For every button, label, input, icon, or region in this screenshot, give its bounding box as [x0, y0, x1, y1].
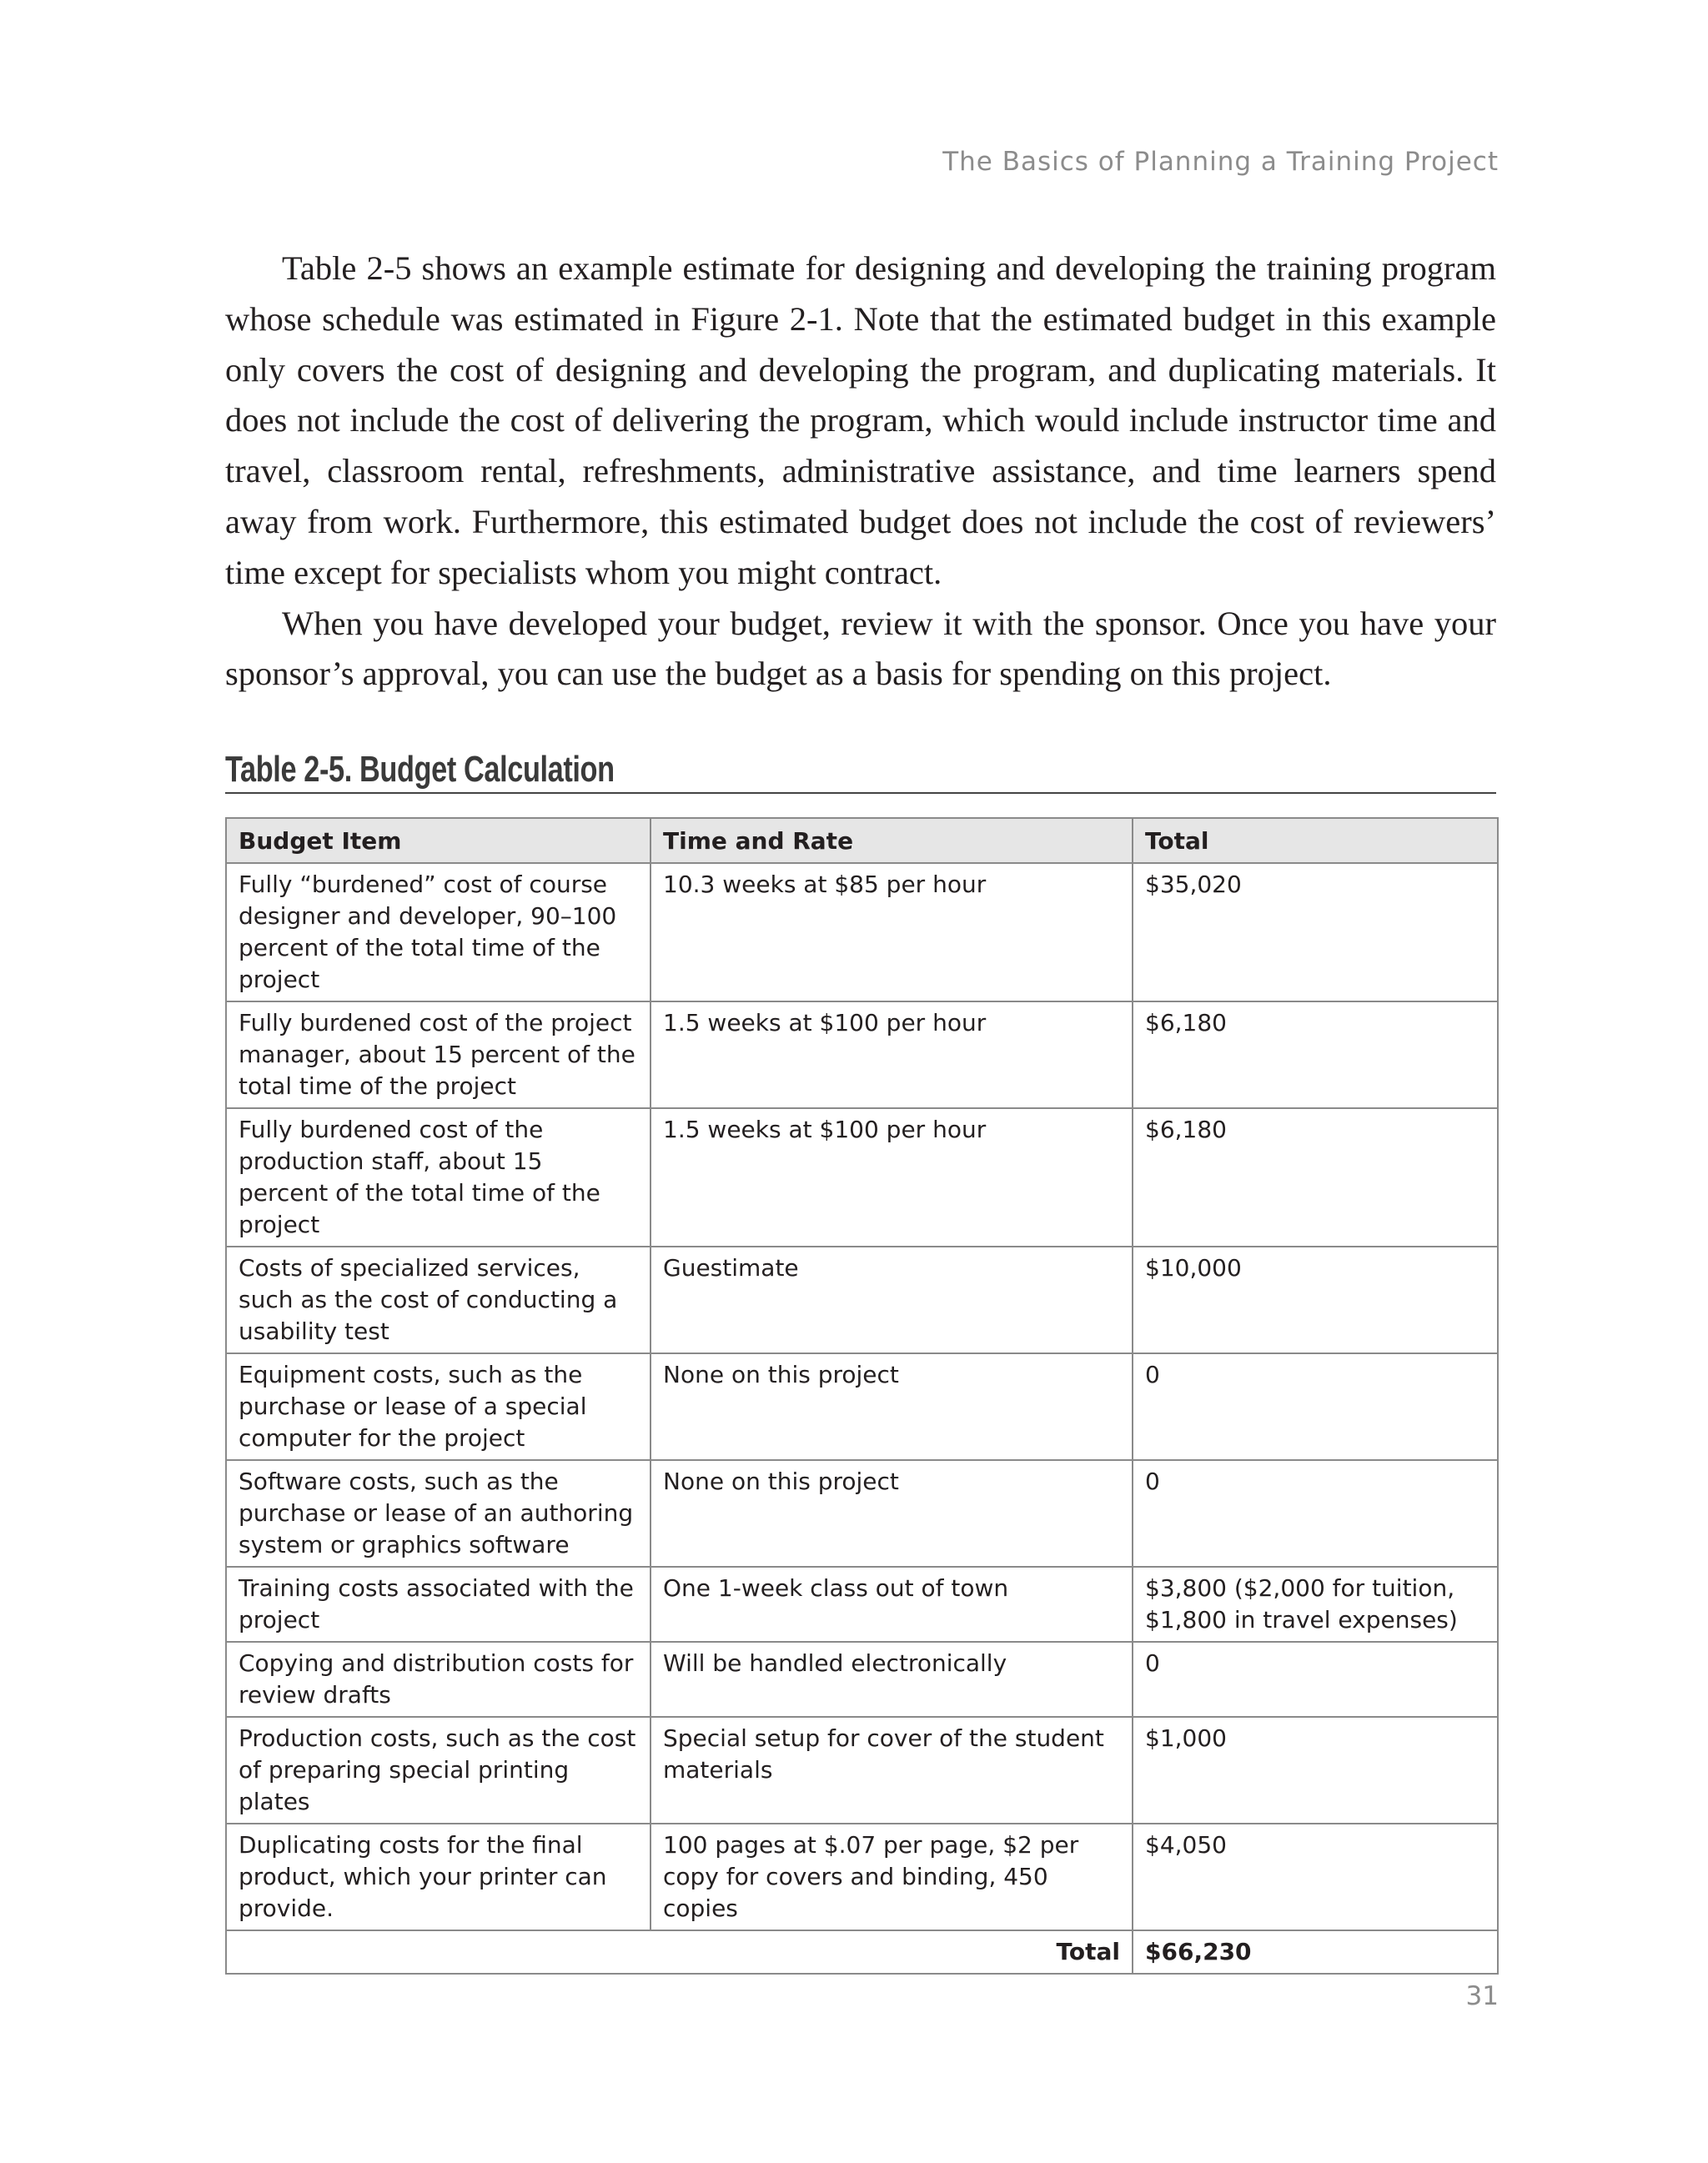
table-total-row: [226, 1930, 1498, 1974]
cell-total: $3,800 ($2,000 for tuition, $1,800 in travel expenses): [1133, 1567, 1498, 1642]
cell-time-and-rate: 1.5 weeks at $100 per hour: [651, 1108, 1133, 1247]
cell-total: $6,180: [1133, 1001, 1498, 1108]
total-value: $66,230: [1133, 1930, 1498, 1974]
header-total: Total: [1133, 818, 1498, 863]
cell-budget-item: Training costs associated with the project: [226, 1567, 651, 1642]
cell-total: 0: [1133, 1642, 1498, 1717]
paragraph-1: Table 2-5 shows an example estimate for designing and developing the training program whose schedule was estimated in Figure 2-1. Note that the estimated budget in this example only covers the cost of designing and developing the program, and duplicating materials. It does not include the cost of delivering the program, which would include instructor time and travel, classroom rental, refreshments, administrative assistance, and time learners spend away from work. Furthermore, this estimated budget does not include the cost of reviewers’ time except for specialists whom you might contract.: [225, 249, 1496, 591]
table-row: [226, 1353, 1498, 1460]
cell-time-and-rate: Special setup for cover of the student materials: [651, 1717, 1133, 1824]
running-head: The Basics of Planning a Training Project: [942, 147, 1499, 177]
cell-time-and-rate: Will be handled electronically: [651, 1642, 1133, 1717]
table-caption: [225, 732, 1496, 794]
cell-total: $4,050: [1133, 1824, 1498, 1930]
cell-budget-item: Costs of specialized services, such as the cost of conducting a usability test: [226, 1247, 651, 1353]
paragraph-2: When you have developed your budget, review it with the sponsor. Once you have your sponsor’s approval, you can use the budget as a basis for spending on this project.: [225, 604, 1496, 693]
cell-time-and-rate: None on this project: [651, 1353, 1133, 1460]
table-row: [226, 1247, 1498, 1353]
table-caption-text: Table 2-5. Budget Calculation: [225, 749, 615, 790]
header-budget-item: Budget Item: [226, 818, 651, 863]
cell-total: $10,000: [1133, 1247, 1498, 1353]
cell-total: 0: [1133, 1460, 1498, 1567]
table-row: [226, 1108, 1498, 1247]
cell-budget-item: Production costs, such as the cost of preparing special printing plates: [226, 1717, 651, 1824]
page-number: 31: [1465, 1981, 1499, 2011]
total-label: Total: [226, 1930, 1133, 1974]
cell-budget-item: Software costs, such as the purchase or lease of an authoring system or graphics software: [226, 1460, 651, 1567]
cell-budget-item: Copying and distribution costs for review drafts: [226, 1642, 651, 1717]
table-row: [226, 1824, 1498, 1930]
table-row: [226, 1001, 1498, 1108]
table-header-row: [226, 818, 1498, 863]
cell-time-and-rate: One 1-week class out of town: [651, 1567, 1133, 1642]
cell-budget-item: Fully burdened cost of the project manager, about 15 percent of the total time of the project: [226, 1001, 651, 1108]
cell-total: $35,020: [1133, 863, 1498, 1001]
cell-total: $1,000: [1133, 1717, 1498, 1824]
cell-total: $6,180: [1133, 1108, 1498, 1247]
cell-time-and-rate: 1.5 weeks at $100 per hour: [651, 1001, 1133, 1108]
cell-total: 0: [1133, 1353, 1498, 1460]
table-row: [226, 863, 1498, 1001]
body-text: [225, 243, 1496, 700]
cell-time-and-rate: Guestimate: [651, 1247, 1133, 1353]
cell-time-and-rate: 10.3 weeks at $85 per hour: [651, 863, 1133, 1001]
table-row: [226, 1642, 1498, 1717]
cell-time-and-rate: None on this project: [651, 1460, 1133, 1567]
budget-table: [225, 817, 1499, 1975]
cell-budget-item: Fully burdened cost of the production staff, about 15 percent of the total time of the project: [226, 1108, 651, 1247]
table-row: [226, 1567, 1498, 1642]
cell-budget-item: Fully “burdened” cost of course designer and developer, 90–100 percent of the total time of the project: [226, 863, 651, 1001]
table-row: [226, 1717, 1498, 1824]
cell-budget-item: Equipment costs, such as the purchase or lease of a special computer for the project: [226, 1353, 651, 1460]
cell-budget-item: Duplicating costs for the final product, which your printer can provide.: [226, 1824, 651, 1930]
header-time-and-rate: Time and Rate: [651, 818, 1133, 863]
table-row: [226, 1460, 1498, 1567]
cell-time-and-rate: 100 pages at $.07 per page, $2 per copy for covers and binding, 450 copies: [651, 1824, 1133, 1930]
